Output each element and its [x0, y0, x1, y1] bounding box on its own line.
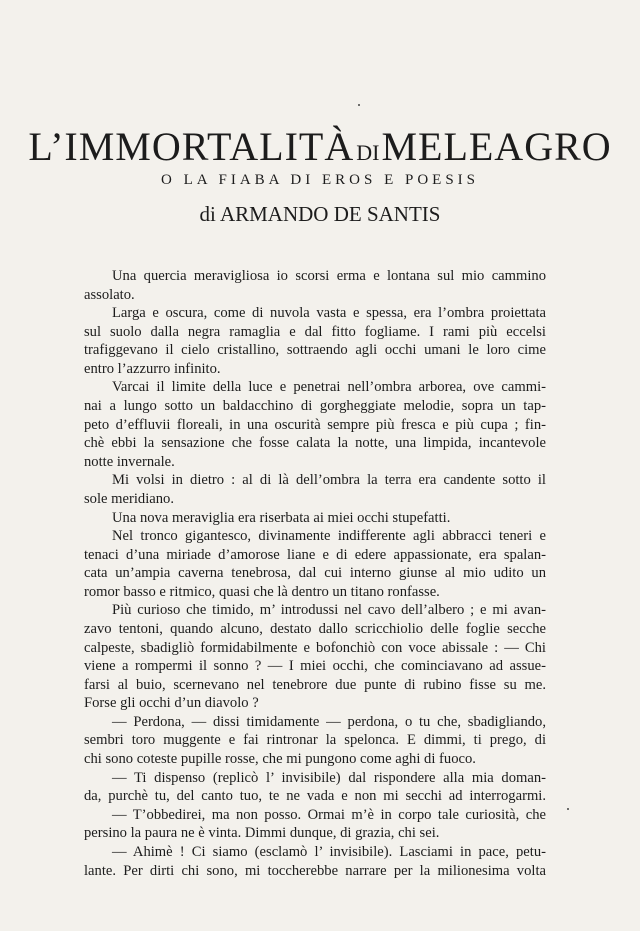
text-line: notte invernale.	[84, 453, 175, 470]
article-body	[84, 267, 546, 880]
text-line: viene a rompermi il sonno ? — I miei occhi, che cominciavano ad assue-	[84, 658, 546, 675]
text-line: sembri toro muggente e fai rintronar la spelonca. E dimmi, ti prego, di	[84, 732, 546, 749]
text-line: tenaci d’una miriade d’amorose liane e di edere appassionate, era spalan-	[84, 546, 546, 563]
title-di: DI	[356, 140, 380, 165]
text-line: Mi volsi in dietro : al di là dell’ombra la terra era candente sotto il	[112, 472, 546, 489]
text-line: Varcai il limite della luce e penetrai nell’ombra arborea, ove cammi-	[112, 379, 546, 396]
text-line: sole meridiano.	[84, 490, 174, 507]
text-line: — T’obbedirei, ma non posso. Ormai m’è in corpo tale curiosità, che	[112, 806, 546, 823]
text-line: romor basso e ritmico, quasi che là dentro un titano ronfasse.	[84, 583, 440, 600]
article-author: di ARMANDO DE SANTIS	[199, 202, 441, 226]
text-line: persino la paura ne è vinta. Dimmi dunque, di grazia, chi sei.	[84, 825, 440, 842]
text-line: peto d’effluvii floreali, in una oscurità sempre più fresca e più cupa ; fin-	[84, 416, 546, 433]
text-line: trafiggevano il cielo cristallino, sottraendo agli occhi umani le loro cime	[84, 342, 546, 359]
text-line: — Ti dispenso (replicò l’ invisibile) dal rispondere alla mia doman-	[112, 769, 546, 786]
speck-mark	[358, 104, 360, 106]
article-title	[0, 124, 640, 176]
text-line: Una quercia meravigliosa io scorsi erma e lontana sul mio cammino	[112, 268, 546, 284]
text-line: entro l’azzurro infinito.	[84, 360, 221, 377]
text-line: — Perdona, — dissi timidamente — perdona, o tu che, sbadigliando,	[112, 713, 546, 730]
text-line: sul suolo dalla negra ramaglia e dal fitto fogliame. I rami più eccelsi	[84, 323, 546, 340]
text-line: zavo tentoni, quando alcuno, destato dallo scricchiolio delle foglie secche	[84, 620, 546, 637]
text-line: lante. Per dirti chi sono, mi toccherebbe narrare per la milionesima volta	[84, 862, 546, 879]
text-line: — Ahimè ! Ci siamo (esclamò l’ invisibile). Lasciami in pace, petu-	[112, 843, 546, 860]
text-line: Una nova meraviglia era riserbata ai miei occhi stupefatti.	[112, 509, 451, 526]
text-line: Larga e oscura, come di nuvola vasta e spessa, era l’ombra proiettata	[112, 305, 546, 322]
text-line: calpeste, sbadigliò formidabilmente e bofonchiò con voce abissale : — Chi	[84, 639, 546, 656]
text-line: da, purchè tu, del canto tuo, te ne vada e non mi secchi ad interrogarmi.	[84, 788, 546, 805]
speck-mark	[567, 808, 569, 810]
title-part-2: MELEAGRO	[381, 124, 612, 169]
text-line: Forse gli occhi d’un diavolo ?	[84, 695, 259, 712]
text-line: cata un’ampia caverna tenebrosa, dal cui interno giunse al mio udito un	[84, 565, 546, 582]
text-line: farsi al buio, scernevano nel tenebrore due punte di rubino fisse su me.	[84, 676, 546, 693]
text-line: nai a lungo sotto un baldacchino di gorgheggiate melodie, sopra un tap-	[84, 398, 546, 415]
text-line: chi sono coteste pupille rosse, che mi pungono come aghi di fuoco.	[84, 751, 476, 768]
text-line: assolato.	[84, 286, 135, 303]
title-part-1: L’IMMORTALITÀ	[28, 124, 355, 169]
article-subtitle: O LA FIABA DI EROS E POESIS	[160, 172, 480, 188]
text-line: chè ebbi la sensazione che fosse calata la notte, una limpida, incantevole	[84, 435, 546, 452]
text-line: Più curioso che timido, m’ introdussi nel cavo dell’albero ; e mi avan-	[112, 602, 546, 619]
text-line: Nel tronco gigantesco, divinamente indifferente agli abbracci teneri e	[112, 528, 546, 545]
